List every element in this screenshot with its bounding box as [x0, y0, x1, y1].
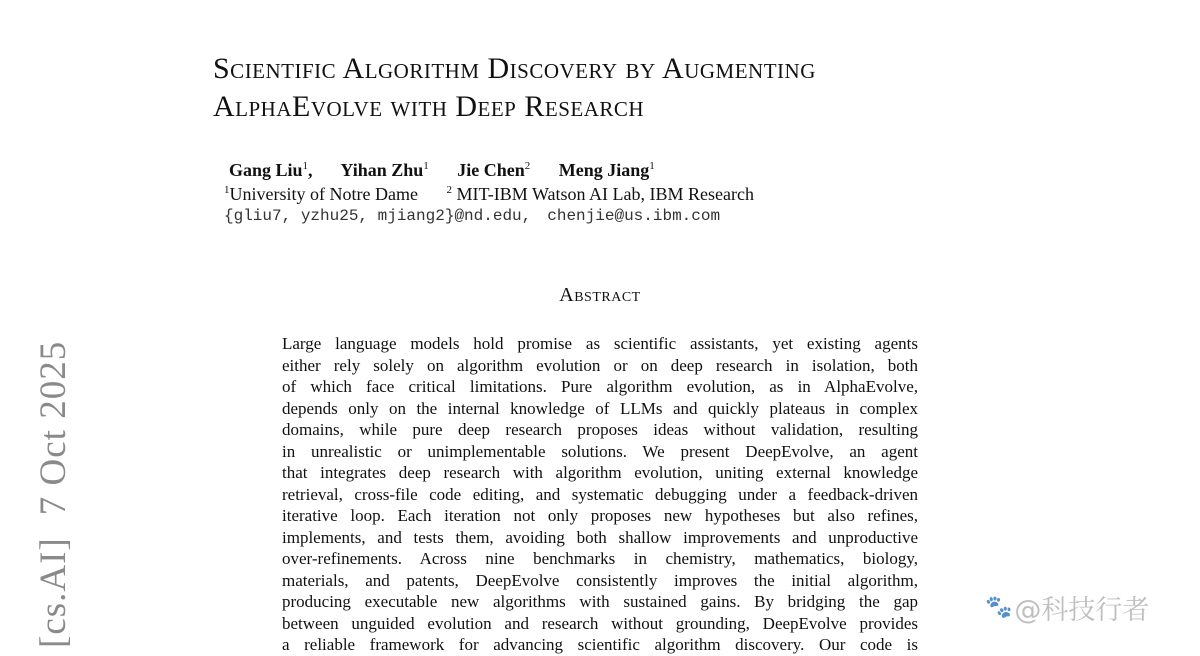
watermark-text: @科技行者	[1014, 595, 1150, 626]
abstract-line: iterative loop. Each iteration not only proposes new hypotheses but also refines,	[282, 506, 918, 525]
affiliations	[224, 184, 754, 205]
abstract-heading: Abstract	[559, 284, 641, 306]
abstract-line: that integrates deep research with algorithm evolution, uniting external knowledge	[282, 463, 918, 482]
affiliation: $^1$University of Notre Dame	[224, 184, 418, 204]
abstract-line: producing executable new algorithms with sustained gains. By bridging the gap	[282, 592, 918, 611]
abstract-line: over-refinements. Across nine benchmarks in chemistry, mathematics, biology,	[282, 549, 918, 568]
paper-title	[213, 50, 1113, 126]
author: Jie Chen$^2$	[457, 160, 531, 180]
title-line-2: AlphaEvolve with Deep Research	[213, 90, 645, 123]
paw-icon: 🐾	[985, 595, 1013, 620]
affiliation: $^2$ MIT-IBM Watson AI Lab, IBM Research	[446, 184, 754, 204]
abstract-line: between unguided evolution and research without grounding, DeepEvolve provides	[282, 613, 918, 633]
author-list	[229, 160, 679, 181]
abstract-line: a reliable framework for advancing scientific algorithm discovery. Our code is	[282, 635, 918, 654]
title-line-1: Scientific Algorithm Discovery by Augmenting	[213, 52, 816, 85]
author-emails	[224, 207, 720, 225]
abstract-line: implements, and tests them, avoiding both shallow improvements and unproductive	[282, 527, 918, 547]
abstract-line: Large language models hold promise as scientific assistants, yet existing agents	[282, 334, 918, 353]
abstract-line: domains, while pure deep research proposes ideas without validation, resulting	[282, 420, 918, 439]
arxiv-stamp	[32, 341, 75, 648]
watermark	[985, 588, 1149, 627]
arxiv-date: 7 Oct 2025	[33, 340, 74, 516]
abstract-line: of which face critical limitations. Pure algorithm evolution, as in AlphaEvolve,	[282, 377, 918, 396]
author: Yihan Zhu$^1$	[340, 160, 429, 180]
abstract-line: depends only on the internal knowledge of LLMs and quickly plateaus in complex	[282, 398, 918, 418]
author: Gang Liu$^1$,	[229, 160, 313, 180]
abstract-line: either rely solely on algorithm evolution or on deep research in isolation, both	[282, 355, 918, 375]
email: chenjie@us.ibm.com	[547, 207, 721, 225]
arxiv-category: [cs.AI]	[33, 537, 74, 648]
abstract-line: retrieval, cross-file code editing, and systematic debugging under a feedback-driven	[282, 484, 918, 504]
abstract-line: materials, and patents, DeepEvolve consistently improves the initial algorithm,	[282, 570, 918, 590]
abstract-text	[282, 333, 918, 656]
email: {gliu7, yzhu25, mjiang2}@nd.edu,	[224, 207, 532, 225]
author: Meng Jiang$^1$	[558, 160, 655, 180]
abstract-line: in unrealistic or unimplementable solutions. We present DeepEvolve, an agent	[282, 441, 918, 461]
